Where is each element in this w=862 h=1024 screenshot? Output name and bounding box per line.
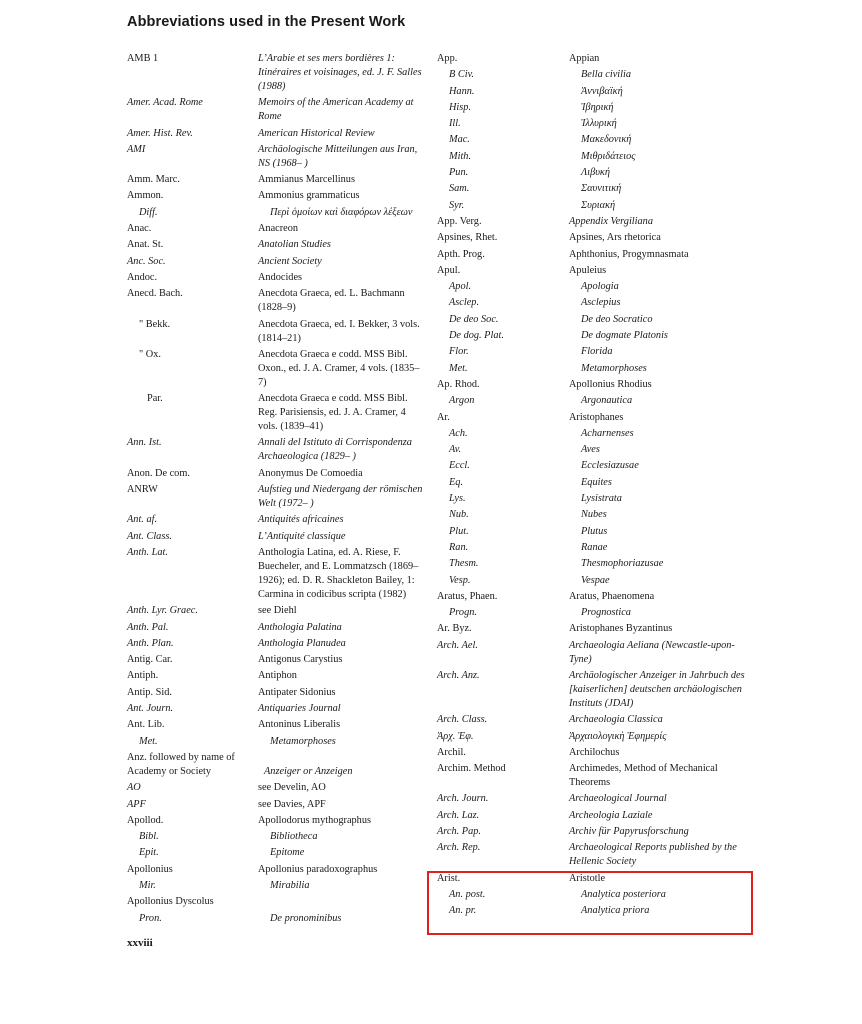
expansion: Vespae — [581, 574, 610, 586]
abbreviation: Apollonius Dyscolus — [127, 896, 214, 908]
expansion: Archiv für Papyrusforschung — [569, 826, 689, 838]
abbreviation-entry — [127, 287, 427, 315]
expansion: Anthologia Latina, ed. A. Riese, F. Buecheler, and E. Lommatzsch (1869–1926); ed. D. R. Shackleton Bailey, 1: Carmina in codicibus scripta (1982) — [258, 546, 419, 600]
abbreviation-entry — [437, 133, 757, 147]
highlight-box — [427, 871, 753, 935]
abbreviation: Mith. — [449, 150, 472, 162]
abbreviation: Met. — [449, 362, 468, 374]
abbreviation: AMI — [127, 143, 146, 155]
abbreviation-entry — [127, 718, 427, 732]
abbreviation: Syr. — [449, 199, 465, 211]
abbreviation-entry — [437, 606, 757, 620]
abbreviation-entry — [437, 825, 757, 839]
abbreviation: Aratus, Phaen. — [437, 590, 498, 602]
abbreviation: Ar. — [437, 411, 450, 423]
abbreviation-entry — [127, 735, 427, 749]
expansion: Appian — [569, 53, 600, 64]
expansion: Archaeological Journal — [569, 793, 667, 805]
abbreviation: Archim. Method — [437, 763, 506, 775]
abbreviation: Ann. Ist. — [127, 437, 162, 449]
abbreviation-entry — [127, 830, 427, 844]
expansion: Nubes — [581, 509, 607, 521]
abbreviation: ANRW — [127, 484, 158, 496]
abbreviation-entry — [127, 173, 427, 187]
abbreviation-entry — [437, 622, 757, 636]
expansion: Anecdota Graeca, ed. I. Bekker, 3 vols. (1814–21) — [258, 318, 420, 344]
abbreviation: Anac. — [127, 223, 152, 235]
abbreviation: Flor. — [449, 346, 469, 358]
abbreviation: Bibl. — [139, 831, 159, 843]
expansion: see Diehl — [258, 605, 297, 617]
abbreviation: " Bekk. — [139, 318, 171, 330]
abbreviation: Argon — [449, 395, 475, 407]
abbreviation: Thesm. — [449, 558, 479, 570]
abbreviation: APF — [127, 798, 146, 810]
abbreviation-entry — [127, 863, 427, 877]
expansion: Apollodorus mythographus — [258, 814, 371, 826]
expansion: Antigonus Carystius — [258, 654, 343, 666]
abbreviation-entry — [127, 686, 427, 700]
expansion: Aves — [581, 444, 600, 456]
abbreviation: Anon. De com. — [127, 467, 190, 479]
abbreviation-entry — [127, 318, 427, 346]
abbreviation-entry — [127, 895, 427, 909]
abbreviation: Ἀρχ. Ἐφ. — [437, 730, 474, 742]
expansion: Apollonius paradoxographus — [258, 863, 378, 875]
abbreviation-entry — [437, 476, 757, 490]
abbreviation-entry — [437, 525, 757, 539]
abbreviation: Antiph. — [127, 670, 159, 682]
abbreviation-entry — [127, 96, 427, 124]
expansion: Aphthonius, Progymnasmata — [569, 248, 689, 260]
expansion: Archeologia Laziale — [569, 809, 653, 821]
abbreviation: Arch. Pap. — [437, 826, 481, 838]
abbreviation-entry — [437, 459, 757, 473]
abbreviation-entry — [127, 781, 427, 795]
abbreviation: App. — [437, 53, 458, 64]
expansion: De deo Socratico — [581, 313, 653, 325]
abbreviation: Apollod. — [127, 814, 164, 826]
abbreviation: Anz. followed by name of Academy or Society — [127, 751, 235, 777]
abbreviation: Eq. — [449, 476, 464, 488]
abbreviation-entry — [127, 467, 427, 481]
abbreviation-entry — [127, 436, 427, 464]
abbreviation: Apth. Prog. — [437, 248, 485, 260]
expansion: Bibliotheca — [270, 831, 318, 843]
expansion: Mirabilia — [270, 879, 310, 891]
abbreviation-entry — [127, 189, 427, 203]
expansion: Acharnenses — [581, 427, 634, 439]
abbreviation-entry — [127, 546, 427, 602]
abbreviation: Anecd. Bach. — [127, 288, 183, 300]
expansion: Ecclesiazusae — [581, 460, 639, 472]
abbreviation-entry — [437, 492, 757, 506]
abbreviation: Hisp. — [449, 101, 472, 113]
abbreviation-entry — [437, 508, 757, 522]
abbreviation: An. pr. — [449, 905, 477, 917]
abbreviation: " Ox. — [139, 348, 161, 360]
abbreviation: Anth. Lyr. Graec. — [127, 605, 198, 617]
abbreviation: Pun. — [449, 167, 469, 179]
left-column — [127, 52, 427, 928]
abbreviation: Apollonius — [127, 863, 173, 875]
expansion: Ancient Society — [258, 255, 322, 267]
abbreviation-entry — [437, 574, 757, 588]
abbreviation: Mac. — [449, 134, 470, 146]
expansion: Archaeologia Aeliana (Newcastle-upon-Tyne) — [569, 639, 735, 665]
abbreviation-entry — [437, 52, 757, 66]
expansion: Apologia — [581, 281, 619, 293]
abbreviation: Arch. Laz. — [437, 809, 480, 821]
abbreviation: Anat. St. — [127, 239, 164, 251]
abbreviation: Lys. — [449, 493, 466, 505]
abbreviation-entry — [127, 879, 427, 893]
expansion: L’Antiquité classique — [258, 530, 346, 542]
abbreviation-entry — [127, 604, 427, 618]
expansion: Antoninus Liberalis — [258, 719, 341, 731]
expansion: Anacreon — [258, 223, 299, 235]
abbreviation: Apol. — [449, 281, 472, 293]
expansion: Archilochus — [569, 746, 620, 758]
expansion: L’Arabie et ses mers bordières 1: Itinéraires et voisinages, ed. J. F. Salles (1988) — [258, 53, 422, 92]
abbreviation-entry — [127, 912, 427, 926]
abbreviation-entry — [437, 669, 757, 711]
expansion: Μακεδονική — [581, 134, 632, 146]
expansion: Metamorphoses — [270, 735, 336, 747]
abbreviation-entry — [127, 206, 427, 220]
abbreviation-entry — [127, 348, 427, 390]
abbreviation-entry — [127, 621, 427, 635]
expansion: Anatolian Studies — [258, 239, 331, 251]
abbreviation: Anth. Lat. — [127, 546, 168, 558]
abbreviation: Ar. Byz. — [437, 623, 472, 635]
abbreviation: Met. — [139, 735, 158, 747]
abbreviation-entry — [437, 557, 757, 571]
abbreviation: Ammon. — [127, 190, 164, 202]
expansion: De dogmate Platonis — [581, 330, 668, 342]
abbreviation-entry — [127, 653, 427, 667]
abbreviation: De dog. Plat. — [449, 330, 504, 342]
abbreviation-entry — [437, 215, 757, 229]
expansion: Archäologischer Anzeiger in Jahrbuch des [kaiserlichen] deutschen archäologischen Instituts (JDAI) — [569, 669, 745, 709]
abbreviation: Nub. — [449, 509, 469, 521]
abbreviation-entry — [127, 238, 427, 252]
page-number: xxviii — [127, 937, 153, 949]
expansion: De pronominibus — [270, 912, 342, 924]
abbreviation-entry — [437, 264, 757, 278]
abbreviation: Ap. Rhod. — [437, 378, 480, 390]
abbreviation-entry — [437, 313, 757, 327]
expansion — [258, 895, 427, 909]
expansion: Archäologische Mitteilungen aus Iran, NS (1968– ) — [258, 143, 418, 169]
expansion: Bella civilia — [581, 69, 632, 81]
expansion: Analytica priora — [581, 905, 650, 917]
expansion: see Davies, APF — [258, 798, 326, 810]
abbreviation: Arch. Ael. — [437, 639, 478, 651]
expansion: Anthologia Palatina — [258, 621, 342, 633]
expansion: Apollonius Rhodius — [569, 378, 652, 390]
abbreviation: Antip. Sid. — [127, 686, 172, 698]
abbreviation-entry — [437, 378, 757, 392]
abbreviation: Ach. — [449, 427, 468, 439]
expansion: Florida — [581, 346, 613, 358]
abbreviation: Asclep. — [449, 297, 480, 309]
expansion: Apuleius — [569, 264, 607, 276]
abbreviation-entry — [437, 762, 757, 790]
abbreviation-entry — [127, 846, 427, 860]
abbreviation: An. post. — [449, 888, 486, 900]
expansion: Antiphon — [258, 670, 297, 682]
abbreviation-entry — [127, 637, 427, 651]
abbreviation: Arch. Class. — [437, 714, 488, 726]
expansion: Anecdota Graeca, ed. L. Bachmann (1828–9) — [258, 288, 405, 314]
expansion: Archimedes, Method of Mechanical Theorems — [569, 763, 718, 789]
expansion: Anzeiger or Anzeigen — [264, 765, 353, 777]
abbreviation: Ran. — [449, 541, 469, 553]
expansion: Anonymus De Comoedia — [258, 467, 363, 479]
abbreviation: Antig. Car. — [127, 654, 173, 666]
abbreviation: Anc. Soc. — [127, 255, 166, 267]
expansion: Μιθριδάτειος — [581, 150, 636, 162]
abbreviation-entry — [437, 199, 757, 213]
expansion: Anthologia Planudea — [258, 637, 346, 649]
abbreviation: De deo Soc. — [449, 313, 499, 325]
abbreviation-entry — [437, 117, 757, 131]
abbreviation-entry — [127, 530, 427, 544]
abbreviation: Ant. Lib. — [127, 719, 165, 731]
expansion: Λιβυκή — [581, 167, 610, 179]
abbreviation: Amm. Marc. — [127, 174, 180, 186]
expansion: Prognostica — [581, 607, 631, 619]
expansion: Ἰβηρική — [581, 101, 614, 113]
abbreviation-entry — [437, 713, 757, 727]
abbreviation-entry — [127, 222, 427, 236]
expansion: Aufstieg und Niedergang der römischen Welt (1972– ) — [258, 484, 423, 510]
expansion: Equites — [581, 476, 612, 488]
abbreviation: Hann. — [449, 85, 475, 97]
abbreviation-entry — [127, 814, 427, 828]
abbreviation: Av. — [449, 444, 462, 456]
expansion: Memoirs of the American Academy at Rome — [258, 97, 414, 123]
abbreviation-entry — [437, 746, 757, 760]
abbreviation-entry — [127, 513, 427, 527]
abbreviation: Ant. af. — [127, 514, 158, 526]
expansion: Ammianus Marcellinus — [258, 174, 355, 186]
abbreviation: Amer. Acad. Rome — [127, 97, 203, 109]
abbreviation-entry — [437, 362, 757, 376]
abbreviation: Vesp. — [449, 574, 471, 586]
abbreviation-entry — [127, 751, 427, 779]
expansion: Aristotle — [569, 872, 606, 884]
abbreviation-entry — [437, 280, 757, 294]
abbreviation: Plut. — [449, 525, 469, 537]
abbreviation-entry — [437, 85, 757, 99]
expansion: Apsines, Ars rhetorica — [569, 232, 661, 244]
right-column — [437, 52, 757, 921]
abbreviation: B Civ. — [449, 69, 474, 81]
abbreviation-entry — [437, 792, 757, 806]
abbreviation: Apsines, Rhet. — [437, 232, 498, 244]
abbreviation: Progn. — [449, 607, 477, 619]
abbreviation: Diff. — [139, 206, 158, 218]
abbreviation: Andoc. — [127, 271, 158, 283]
abbreviation: App. Verg. — [437, 215, 482, 227]
expansion: Aristophanes — [569, 411, 624, 423]
abbreviation-entry — [437, 345, 757, 359]
abbreviation-entry — [437, 166, 757, 180]
expansion: Plutus — [581, 525, 608, 537]
abbreviation-entry — [127, 483, 427, 511]
abbreviation-entry — [437, 231, 757, 245]
abbreviation-entry — [127, 392, 427, 434]
expansion: Σαυνιτική — [581, 183, 622, 195]
abbreviation: Sam. — [449, 183, 470, 195]
abbreviation: Ant. Journ. — [127, 703, 174, 715]
expansion: Antiquités africaines — [258, 514, 344, 526]
abbreviation-entry — [437, 841, 757, 869]
abbreviation-entry — [437, 427, 757, 441]
abbreviation: AO — [127, 782, 141, 794]
expansion: Lysistrata — [581, 493, 622, 505]
abbreviation-entry — [127, 271, 427, 285]
abbreviation-entry — [437, 394, 757, 408]
abbreviation-entry — [127, 143, 427, 171]
abbreviation-entry — [437, 248, 757, 262]
abbreviation-entry — [127, 798, 427, 812]
abbreviation-entry — [127, 52, 427, 94]
abbreviation: Arist. — [437, 872, 461, 884]
abbreviation-entry — [437, 730, 757, 744]
expansion: Appendix Vergiliana — [569, 215, 653, 227]
abbreviation: Eccl. — [449, 460, 470, 472]
expansion: Andocides — [258, 271, 303, 283]
abbreviation-entry — [437, 443, 757, 457]
expansion: Aratus, Phaenomena — [569, 590, 655, 602]
abbreviation: Ill. — [449, 118, 461, 130]
expansion: Antiquaries Journal — [258, 703, 341, 715]
abbreviation-entry — [437, 101, 757, 115]
abbreviation: Epit. — [139, 847, 159, 859]
expansion: Ἀρχαιολογικὴ Ἐφημερίς — [569, 730, 667, 742]
abbreviation: Archil. — [437, 746, 466, 758]
abbreviation: Arch. Rep. — [437, 842, 481, 854]
expansion: American Historical Review — [258, 127, 375, 139]
expansion: Analytica posteriora — [581, 888, 666, 900]
abbreviation-entry — [127, 127, 427, 141]
abbreviation-entry — [437, 809, 757, 823]
abbreviation: Arch. Anz. — [437, 669, 480, 681]
expansion: Metamorphoses — [581, 362, 647, 374]
expansion: see Develin, AO — [258, 782, 326, 794]
abbreviation-entry — [437, 296, 757, 310]
expansion: Aristophanes Byzantinus — [569, 623, 673, 635]
abbreviation: Anth. Pal. — [127, 621, 169, 633]
abbreviation-entry — [437, 182, 757, 196]
expansion: Συριακή — [581, 199, 616, 211]
expansion: Archaeologia Classica — [569, 714, 663, 726]
abbreviation: Amer. Hist. Rev. — [127, 127, 193, 139]
expansion: Annali del Istituto di Corrispondenza Archaeologica (1829– ) — [258, 437, 412, 463]
abbreviation-entry — [127, 255, 427, 269]
expansion: Asclepius — [581, 297, 621, 309]
expansion: Thesmophoriazusae — [581, 558, 664, 570]
abbreviation: AMB 1 — [127, 53, 159, 64]
page-title: Abbreviations used in the Present Work — [127, 14, 406, 30]
abbreviation: Apul. — [437, 264, 461, 276]
expansion: Argonautica — [581, 395, 633, 407]
abbreviation-entry — [437, 590, 757, 604]
abbreviation: Arch. Journ. — [437, 793, 489, 805]
abbreviation-entry — [437, 150, 757, 164]
expansion: Antipater Sidonius — [258, 686, 336, 698]
abbreviation-entry — [437, 329, 757, 343]
expansion: Περὶ ὁμοίων καὶ διαφόρων λέξεων — [270, 206, 413, 218]
abbreviation-entry — [437, 411, 757, 425]
expansion: Anecdota Graeca e codd. MSS Bibl. Reg. Parisiensis, ed. J. A. Cramer, 4 vols. (1839–41) — [258, 393, 408, 433]
abbreviation-entry — [437, 541, 757, 555]
expansion: Ἰλλυρική — [581, 118, 617, 130]
abbreviation-entry — [127, 702, 427, 716]
expansion: Anecdota Graeca e codd. MSS Bibl. Oxon., ed. J. A. Cramer, 4 vols. (1835–7) — [258, 348, 420, 388]
abbreviation-entry — [437, 68, 757, 82]
abbreviation: Par. — [147, 393, 163, 405]
expansion: Epitome — [270, 847, 305, 859]
expansion: Ammonius grammaticus — [258, 190, 360, 202]
expansion: Archaeological Reports published by the Hellenic Society — [569, 842, 737, 868]
abbreviation-entry — [437, 639, 757, 667]
abbreviation: Pron. — [139, 912, 162, 924]
abbreviation: Ant. Class. — [127, 530, 172, 542]
abbreviation: Anth. Plan. — [127, 637, 174, 649]
expansion: Ranae — [581, 541, 608, 553]
abbreviation-entry — [127, 669, 427, 683]
expansion: Ἀννιβαϊκή — [581, 85, 623, 97]
abbreviation: Mir. — [139, 879, 156, 891]
